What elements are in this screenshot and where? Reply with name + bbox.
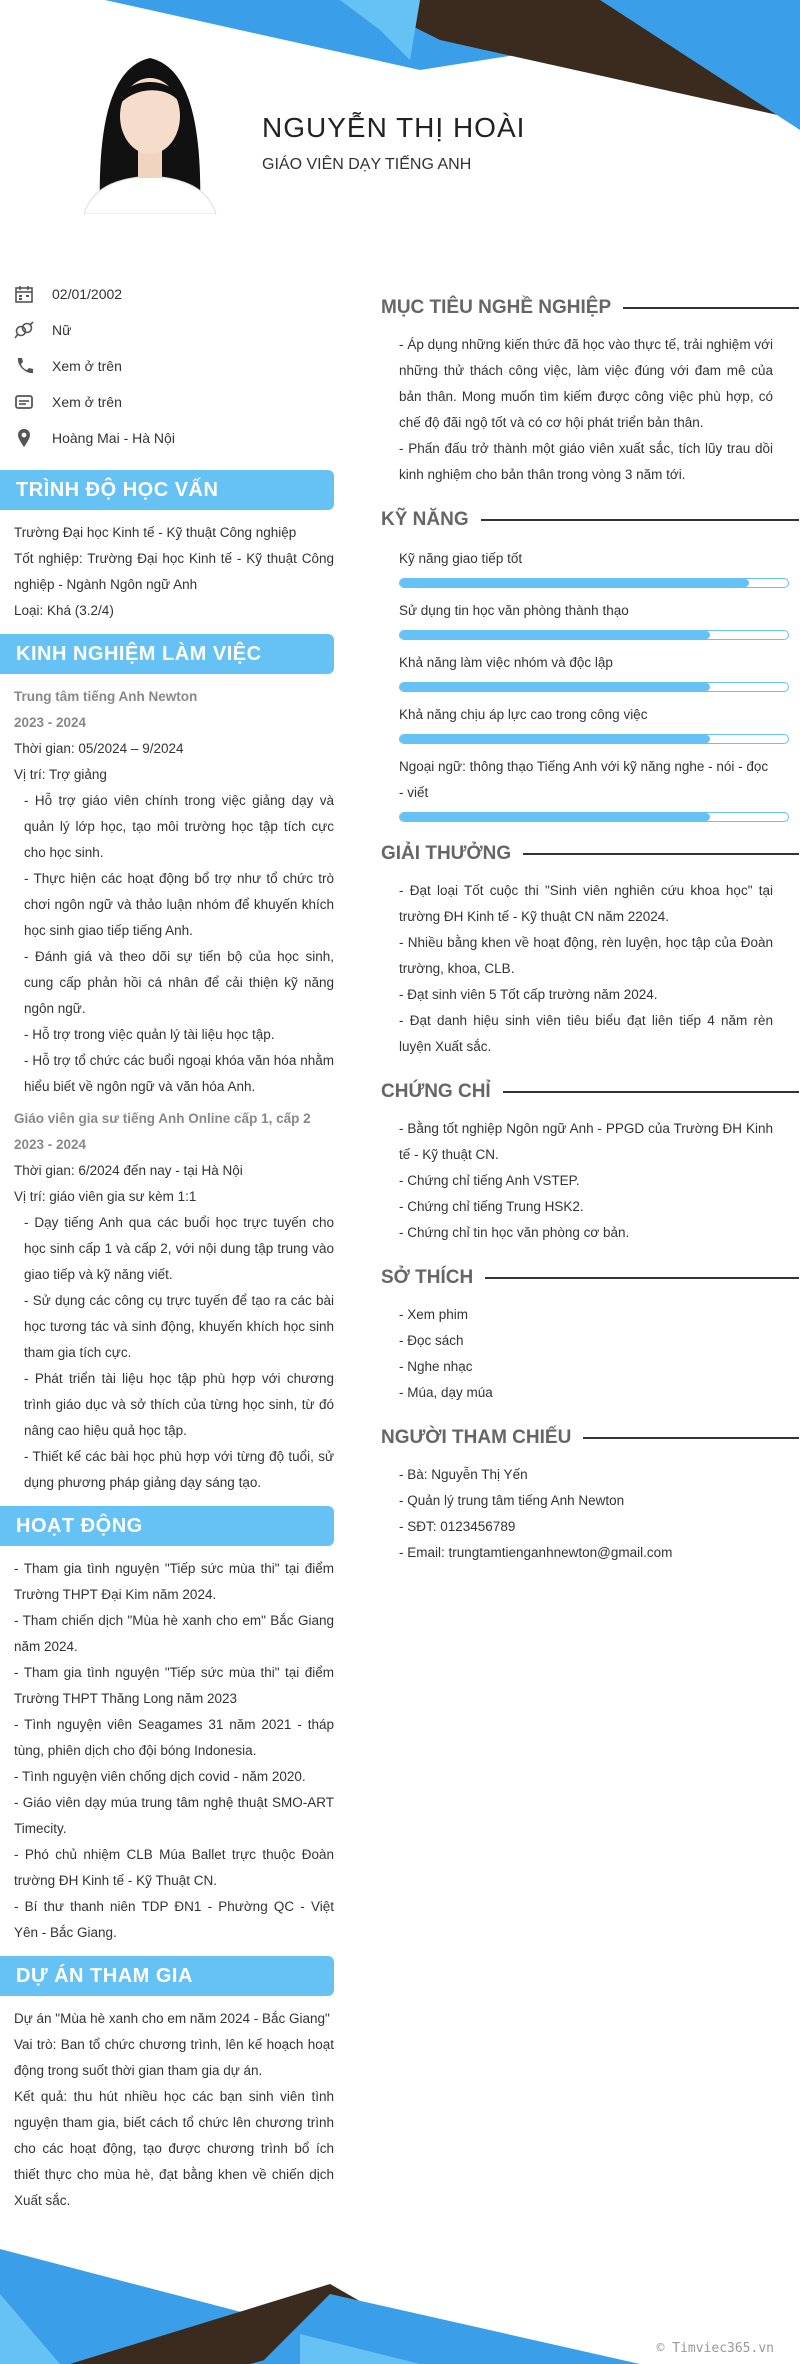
award-item: - Đạt sinh viên 5 Tốt cấp trường năm 2024. <box>399 987 658 1002</box>
objective-title: MỤC TIÊU NGHỀ NGHIỆP <box>381 297 612 318</box>
email-icon <box>14 392 34 412</box>
skills-title: KỸ NĂNG <box>381 509 469 530</box>
calendar-icon <box>14 284 34 304</box>
job-duty: - Phát triển tài liệu học tập phù hợp với chương trình giáo dục và sở thích của từng học sinh, từ đó nâng cao hiệu quả học tập. <box>24 1371 334 1438</box>
activity-item: - Tham gia tình nguyện "Tiếp sức mùa thi" tại điểm Trường THPT Thăng Long năm 2023 <box>14 1665 334 1706</box>
skill-item <box>381 754 799 822</box>
education-school: Trường Đại học Kinh tế - Kỹ thuật Công nghiệp <box>14 525 297 540</box>
certificates-heading <box>381 1074 799 1110</box>
certificates-title: CHỨNG CHỈ <box>381 1081 491 1102</box>
right-column <box>381 290 799 1566</box>
hobby-item: - Nghe nhạc <box>399 1359 473 1374</box>
certificate-item: - Chứng chỉ tin học văn phòng cơ bản. <box>399 1225 630 1240</box>
skill-bar <box>399 630 789 640</box>
activity-item: - Tham chiến dịch "Mùa hè xanh cho em" Bắc Giang năm 2024. <box>14 1613 334 1654</box>
job-period: 2023 - 2024 <box>14 715 87 730</box>
reference-item: - Quản lý trung tâm tiếng Anh Newton <box>399 1493 625 1508</box>
job-time: Thời gian: 05/2024 – 9/2024 <box>14 741 184 756</box>
hobbies-title: SỞ THÍCH <box>381 1267 474 1288</box>
job-duty: - Hỗ trợ giáo viên chính trong việc giảng dạy và quản lý lớp học, tạo môi trường học tập tích cực cho học sinh. <box>24 793 334 860</box>
gender-icon <box>14 320 34 340</box>
profile-photo <box>76 28 224 214</box>
experience-body <box>14 684 334 1496</box>
awards-body <box>381 878 799 1060</box>
job-duty: - Thiết kế các bài học phù hợp với từng độ tuổi, sử dụng phương pháp giảng dạy sáng tạo. <box>24 1449 334 1490</box>
contact-phone <box>14 348 334 384</box>
hobby-item: - Xem phim <box>399 1307 469 1322</box>
birthday-value: 02/01/2002 <box>52 286 123 302</box>
certificate-item: - Chứng chỉ tiếng Anh VSTEP. <box>399 1173 580 1188</box>
job-company: Giáo viên gia sư tiếng Anh Online cấp 1, cấp 2 <box>14 1111 311 1126</box>
education-body <box>14 520 334 624</box>
award-item: - Nhiều bằng khen về hoạt động, rèn luyện, học tập của Đoàn trường, khoa, CLB. <box>399 935 773 976</box>
watermark: © Timviec365.vn <box>656 2341 774 2356</box>
activity-item: - Bí thư thanh niên TDP ĐN1 - Phường QC - Việt Yên - Bắc Giang. <box>14 1899 334 1940</box>
skill-bar <box>399 734 789 744</box>
references-heading <box>381 1420 799 1456</box>
reference-item: - Email: trungtamtienganhnewton@gmail.com <box>399 1545 673 1560</box>
hobby-item: - Múa, dạy múa <box>399 1385 493 1400</box>
skill-fill <box>400 813 710 821</box>
education-grade: Loại: Khá (3.2/4) <box>14 603 114 618</box>
activities-heading: HOẠT ĐỘNG <box>0 1506 334 1546</box>
activity-item: - Giáo viên dạy múa trung tâm nghệ thuật SMO-ART Timecity. <box>14 1795 334 1836</box>
left-column <box>14 276 334 2214</box>
job-duty: - Hỗ trợ trong việc quản lý tài liệu học tập. <box>24 1027 275 1042</box>
job-period: 2023 - 2024 <box>14 1137 87 1152</box>
candidate-name: NGUYỄN THỊ HOÀI <box>262 112 526 143</box>
skill-label: Sử dụng tin học văn phòng thành thạo <box>399 603 629 618</box>
skill-bar <box>399 578 789 588</box>
skill-label: Kỹ năng giao tiếp tốt <box>399 551 523 566</box>
job-duty: - Đánh giá và theo dõi sự tiến bộ của học sinh, cung cấp phản hồi cá nhân để cải thiện kỹ năng ngôn ngữ. <box>24 949 334 1016</box>
contact-location <box>14 420 334 456</box>
location-icon <box>14 428 34 448</box>
experience-heading: KINH NGHIỆM LÀM VIỆC <box>0 634 334 674</box>
project-item: Dự án "Mùa hè xanh cho em năm 2024 - Bắc Giang" <box>14 2011 330 2026</box>
objective-body <box>381 332 799 488</box>
skill-bar <box>399 812 789 822</box>
skill-fill <box>400 579 749 587</box>
award-item: - Đạt loại Tốt cuộc thi "Sinh viên nghiên cứu khoa học" tại trường ĐH Kinh tế - Kỹ thuật CN năm 22024. <box>399 883 773 924</box>
job-position: Vị trí: giáo viên gia sư kèm 1:1 <box>14 1189 197 1204</box>
hobbies-heading <box>381 1260 799 1296</box>
contact-birthday <box>14 276 334 312</box>
awards-heading <box>381 836 799 872</box>
references-body <box>381 1462 799 1566</box>
reference-item: - SĐT: 0123456789 <box>399 1519 516 1534</box>
activity-item: - Tình nguyện viên chống dịch covid - năm 2020. <box>14 1769 306 1784</box>
education-degree: Tốt nghiệp: Trường Đại học Kinh tế - Kỹ thuật Công nghiệp - Ngành Ngôn ngữ Anh <box>14 551 334 592</box>
contact-gender <box>14 312 334 348</box>
skill-label: Khả năng chịu áp lực cao trong công việc <box>399 707 648 722</box>
job-duty: - Sử dụng các công cụ trực tuyến để tạo ra các bài học tương tác và sinh động, khuyến khích học sinh tham gia tích cực. <box>24 1293 334 1360</box>
skill-bar <box>399 682 789 692</box>
skill-fill <box>400 631 710 639</box>
skills-heading <box>381 502 799 538</box>
location-value: Hoàng Mai - Hà Nội <box>52 430 175 446</box>
projects-heading: DỰ ÁN THAM GIA <box>0 1956 334 1996</box>
gender-value: Nữ <box>52 322 72 338</box>
skill-item <box>381 546 799 588</box>
certificate-item: - Bằng tốt nghiệp Ngôn ngữ Anh - PPGD của Trường ĐH Kinh tế - Kỹ thuật CN. <box>399 1121 773 1162</box>
skill-item <box>381 650 799 692</box>
job-duty: - Thực hiện các hoạt động bổ trợ như tổ chức trò chơi ngôn ngữ và thảo luận nhóm để khuyến khích học sinh giao tiếp tiếng Anh. <box>24 871 334 938</box>
project-item: Vai trò: Ban tổ chức chương trình, lên kế hoạch hoạt động trong suốt thời gian tham gia dự án. <box>14 2037 334 2078</box>
certificate-item: - Chứng chỉ tiếng Trung HSK2. <box>399 1199 584 1214</box>
objective-item: - Phấn đấu trở thành một giáo viên xuất sắc, tích lũy trau dồi kinh nghiệm cho bản thân trong vòng 3 năm tới. <box>399 441 773 482</box>
phone-value: Xem ở trên <box>52 358 122 374</box>
job-time: Thời gian: 6/2024 đến nay - tại Hà Nội <box>14 1163 243 1178</box>
award-item: - Đạt danh hiệu sinh viên tiêu biểu đạt liên tiếp 4 năm rèn luyện Xuất sắc. <box>399 1013 773 1054</box>
job-position: Vị trí: Trợ giảng <box>14 767 107 782</box>
references-title: NGƯỜI THAM CHIẾU <box>381 1427 572 1448</box>
skill-item <box>381 702 799 744</box>
project-item: Kết quả: thu hút nhiều học các bạn sinh viên tình nguyện tham gia, biết cách tổ chức lên chương trình cho các hoạt động, tạo được chương trình bổ ích thiết thực cho mùa hè, đạt bằng khen về chiến dịch Xuất sắc. <box>14 2089 334 2208</box>
contact-email <box>14 384 334 420</box>
objective-heading <box>381 290 799 326</box>
email-value: Xem ở trên <box>52 394 122 410</box>
certificates-body <box>381 1116 799 1246</box>
skills-list <box>381 546 799 822</box>
awards-title: GIẢI THƯỞNG <box>381 843 512 864</box>
job-duty: - Dạy tiếng Anh qua các buổi học trực tuyến cho học sinh cấp 1 và cấp 2, với nội dung tập trung vào giao tiếp và kỹ năng viết. <box>24 1215 334 1282</box>
activity-item: - Phó chủ nhiệm CLB Múa Ballet trực thuộc Đoàn trường ĐH Kinh tế - Kỹ Thuật CN. <box>14 1847 334 1888</box>
hobbies-body <box>381 1302 799 1406</box>
job-duty: - Hỗ trợ tổ chức các buổi ngoại khóa văn hóa nhằm hiểu biết về ngôn ngữ và văn hóa Anh. <box>24 1053 334 1094</box>
objective-item: - Áp dụng những kiến thức đã học vào thực tế, trải nghiệm với những thử thách công việc, làm việc đúng với đam mê của bản thân. Mong muốn tìm kiếm được công việc phù hợp, có chế độ đãi ngộ tốt và có cơ hội phát triển bản thân. <box>399 337 773 430</box>
activity-item: - Tham gia tình nguyện "Tiếp sức mùa thi" tại điểm Trường THPT Đại Kim năm 2024. <box>14 1561 334 1602</box>
projects-body <box>14 2006 334 2214</box>
hobby-item: - Đọc sách <box>399 1333 464 1348</box>
activity-item: - Tình nguyện viên Seagames 31 năm 2021 - tháp tùng, phiên dịch cho đội bóng Indonesia. <box>14 1717 334 1758</box>
reference-item: - Bà: Nguyễn Thị Yến <box>399 1467 528 1482</box>
job-company: Trung tâm tiếng Anh Newton <box>14 689 198 704</box>
skill-label: Ngoại ngữ: thông thạo Tiếng Anh với kỹ năng nghe - nói - đọc - viết <box>399 759 769 800</box>
phone-icon <box>14 356 34 376</box>
skill-label: Khả năng làm việc nhóm và độc lập <box>399 655 613 670</box>
education-heading: TRÌNH ĐỘ HỌC VẤN <box>0 470 334 510</box>
skill-item <box>381 598 799 640</box>
skill-fill <box>400 683 710 691</box>
skill-fill <box>400 735 710 743</box>
job-title: GIÁO VIÊN DẠY TIẾNG ANH <box>262 156 472 173</box>
activities-body <box>14 1556 334 1946</box>
